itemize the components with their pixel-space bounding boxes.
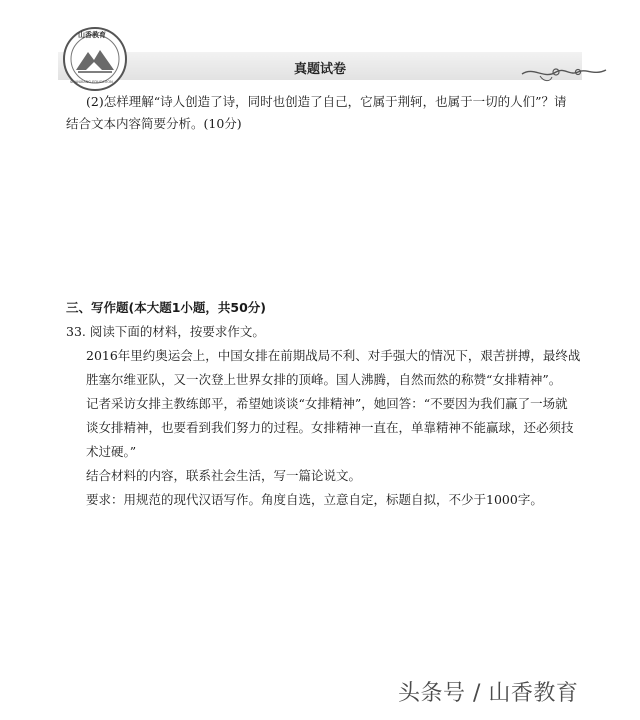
material-line-3: 记者采访女排主教练郎平，希望她谈谈“女排精神”，她回答：“不要因为我们赢了一场就 (86, 396, 568, 411)
ornament-icon (520, 62, 608, 84)
material-line-1: 2016年里约奥运会上，中国女排在前期战局不利、对手强大的情况下，艰苦拼搏，最终战 (86, 348, 581, 363)
logo-subtext: SHANXIANG EDUCATION (70, 80, 113, 84)
watermark: 头条号 / 山香教育 (398, 681, 579, 706)
question-33-intro: 33. 阅读下面的材料，按要求作文。 (66, 324, 265, 339)
requirement-line: 要求：用规范的现代汉语写作。角度自选，立意自定，标题自拟，不少于1000字。 (86, 492, 543, 507)
logo-text: 山香教育 (78, 31, 106, 39)
question-2-line-1: (2)怎样理解“诗人创造了诗，同时也创造了自己，它属于荆轲，也属于一切的人们”？请 (86, 94, 567, 109)
material-line-2: 胜塞尔维亚队，又一次登上世界女排的顶峰。国人沸腾，自然而然的称赞“女排精神”。 (86, 372, 562, 387)
material-line-5: 术过硬。” (86, 444, 137, 459)
material-line-4: 谈女排精神，也要看到我们努力的过程。女排精神一直在，单靠精神不能赢球，还必须技 (86, 420, 574, 435)
instruction-line: 结合材料的内容，联系社会生活，写一篇论说文。 (86, 468, 362, 483)
question-2-line-2: 结合文本内容简要分析。(10分) (66, 116, 242, 131)
page-header-title: 真题试卷 (293, 62, 346, 77)
writing-section-title: 三、写作题(本大题1小题，共50分) (66, 300, 267, 315)
